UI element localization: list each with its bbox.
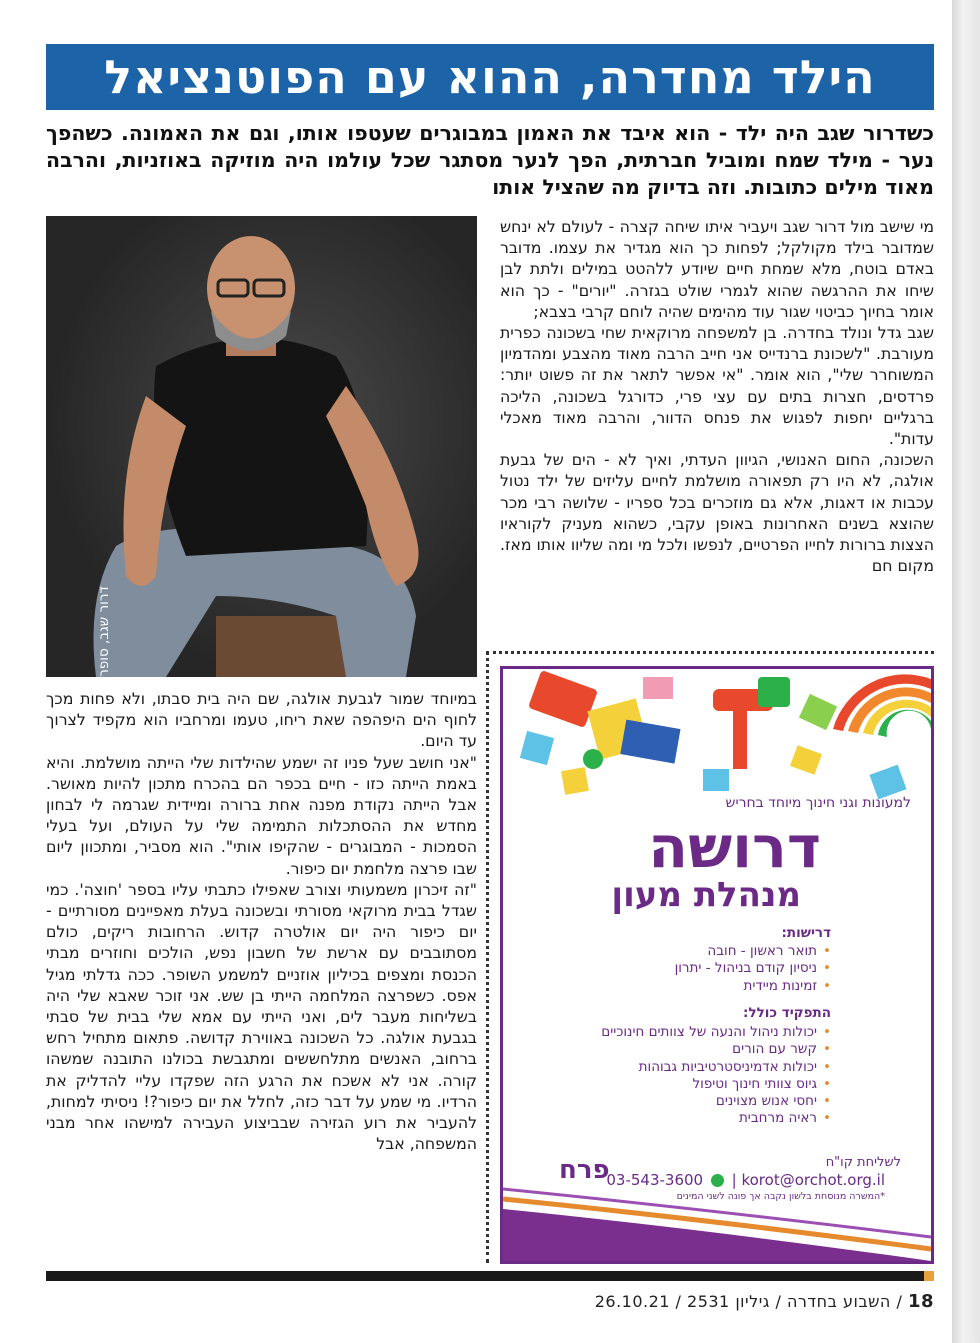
paragraph: "זה זיכרון משמעותי וצורב שאפילו כתבתי עליו בספר 'חוצה'. כמי שגדל בבית מרוקאי מסורתי ובשכונה בעלת מאפיינים מסורתיים - יום כיפור היה יום אולטרה קדוש. הרחובות ריקים, כולם מסתובבים עם ארשת של חשבון נפש, הולכים וחוזרים מבתי הכנסת ומצפים בכיליון אוזניים למשמע השופר. ככה גדלתי מגיל אפס. כשפרצה המלחמה הייתי בן שש. אני זוכר שאבא שלי היה בשליחות מעבר לים, ואני הייתי עם אמא שלי בבית של סבתי בגבעת אולגה. כל השכונה באווירת קדושה. פתאום מתחיל רחש ברחוב, האנשים מתלחששים ומתגבשת בכולנו התובנה שמשהו קורה. אני לא אשכח את הרגע הזה שפקדו עליי להדליק את הרדיו. מי שמע על דבר כזה, לחלל את יום כיפור?! ניסיתי למחות, להעביר את רוע הגזירה שבביצוע העבירה למישהו אחר מבני המשפחה, אבל (46, 879, 477, 1154)
ad-role-list (601, 1024, 831, 1128)
article-column-right (500, 216, 934, 646)
paragraph: השכונה, החום האנושי, הגיוון העדתי, ואיך לא - הים של גבעת אולגה, לא היו רק תפאורה מושלמת לחיים עליזים של ילד נטול עכבות או דאגות, אלא גם מוזכרים בכל ספריו - שלושה רבי מכר שהוצא בשנים האחרונות באופן עקבי, כשהוא מעניק לקוראיו הצצות ברורות לחייו הפרטיים, לנפשו ולכל מי ומה שליוו אותו מאז. מקום חם (499, 450, 934, 576)
photo-credit: דרור שגב, סופר ומרצה. צילום: אלעד אקרמן (96, 586, 112, 843)
ad-title: דרושה (648, 813, 821, 881)
ad-subtitle: למעונות וגני חינוך מיוחד בחריש (725, 795, 911, 811)
page-footer (595, 1291, 934, 1312)
list-item: • גיוס צוותי חינוך וטיפול (601, 1076, 831, 1093)
ad-gender-note: *המשרה מנוסחת בלשון נקבה אך פונה לשני המינים (676, 1191, 885, 1202)
page-edge (952, 0, 980, 1343)
orchot-logo: פרח (559, 1155, 610, 1185)
list-item: • תואר ראשון - חובה (675, 943, 831, 960)
footer-publication: / השבוע בחדרה / גיליון 2531 / 26.10.21 (594, 1292, 903, 1311)
paragraph: במיוחד שמור לגבעת אולגה, שם היה בית סבתו, ולא פחות מכך לחוף הים היפהפה שאת ריחו, טעמו ומרחביו הוא מקפיד לצרוך עד היום. (46, 689, 477, 751)
paragraph: שגב גדל ונולד בחדרה. בן למשפחה מרוקאית שחי בשכונה כפרית מעורבת. "לשכונת ברנדייס אני חייב הרבה מאוד מהצבע ומהדמיון המשוחרר שלי", הוא אומר. "אי אפשר לתאר את זה פשוט יותר: פרדסים, חצרות בתים עם עצי פרי, כדורגל בשכונה, הליכה ברגליים יחפות לפגוש את פנחס הדוור, והרבה מאוד מאכלי עדות". (500, 323, 934, 449)
toys-illustration (503, 669, 931, 799)
article-column-left (46, 688, 477, 1256)
job-advertisement (500, 666, 934, 1264)
ad-title-position: מנהלת מעון (611, 875, 801, 915)
ad-contact: 03-543-3600 | korot@orchot.org.il (606, 1171, 885, 1189)
article-headline: הילד מחדרה, ההוא עם הפוטנציאל (46, 44, 934, 110)
ad-role-heading: התפקיד כולל: (743, 1005, 831, 1021)
paragraph: "אני חושב שעל פניו זה ישמע שהילדות שלי הייתה מושלמת. והיא באמת הייתה כזו - חיים בכפר הם בהכרח מתכון להיות מאושר. אבל הייתה נקודת מפנה אחת ברורה ומיידית שגרמה לי לבחון מחדש את ההסתכלות התמימה שלי על העולם, ועל בעלי הסמכות - המבוגרים - שהקיפו אותי". הוא מסביר, ומתכוון ליום שבו פרצה מלחמת יום כיפור. (46, 752, 477, 878)
paragraph: מי שישב מול דרור שגב ויעביר איתו שיחה קצרה - לעולם לא ינחש שמדובר בילד מקולקל; לפחות כך הוא מגדיר את עצמו. מדובר באדם בוטח, מלא שמחת חיים שיודע ללהטט במילים ולתת לבן שיחו את ההרגשה שהוא לגמרי שולט בגזרה. "יורים" - כך הוא אומר בחיוך כביטוי שגור עוד מהימים שהיה לוחם קרבי בצבא; (500, 217, 934, 321)
ad-contact-label: לשליחת קו"ח (825, 1155, 901, 1170)
email-link[interactable]: korot@orchot.org.il (741, 1171, 885, 1189)
list-item: • קשר עם הורים (601, 1041, 831, 1058)
list-item: • ראיה מרחבית (601, 1110, 831, 1127)
list-item: • זמינות מיידית (675, 978, 831, 995)
list-item: • יכולות ניהול והנעה של צוותים חינוכיים (601, 1024, 831, 1041)
article-subhead: כשדרור שגב היה ילד - הוא איבד את האמון במבוגרים שעטפו אותו, וגם את האמונה. כשהפך נער - מילד שמח ומוביל חברתית, הפך לנער מסתגר שכל עולמו היה מוזיקה באוזניות, והרבה מאוד מילים כתובות. וזה בדיוק מה שהציל אותו (46, 121, 934, 199)
footer-accent (924, 1271, 934, 1281)
footer-rule (46, 1271, 934, 1281)
whatsapp-icon (711, 1174, 724, 1187)
list-item: • ניסיון קודם בניהול - יתרון (675, 960, 831, 977)
page-number: 18 (907, 1291, 934, 1312)
ad-requirements-heading: דרישות: (781, 925, 831, 941)
list-item: • יכולות אדמיניסטרטיביות גבוהות (601, 1059, 831, 1076)
ad-requirements-list (675, 943, 831, 995)
list-item: • יחסי אנוש מצוינים (601, 1093, 831, 1110)
ad-waves-decoration (503, 1189, 931, 1261)
phone-number[interactable]: 03-543-3600 (606, 1171, 704, 1189)
